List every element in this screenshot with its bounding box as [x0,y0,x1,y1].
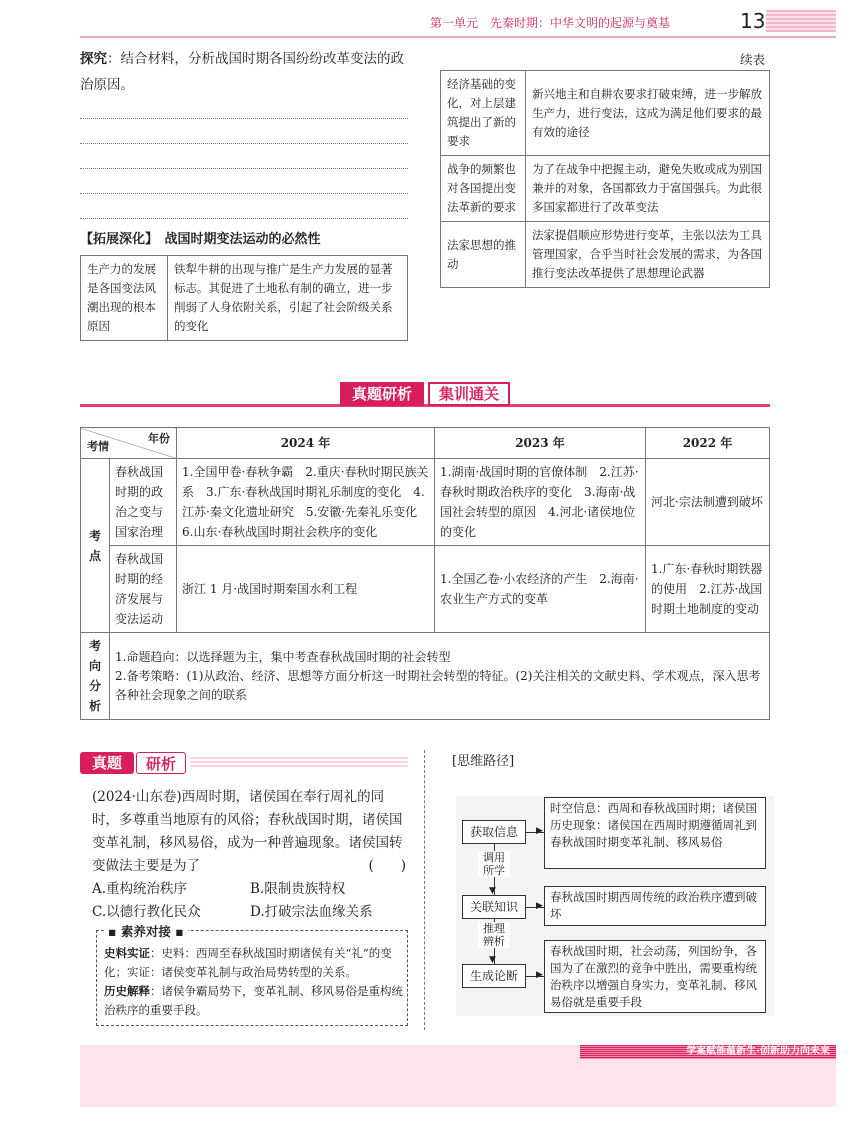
footer-slogan: 学案赋能蕴新生·创新助力向未来 [686,1046,830,1057]
option-a: A.重构统治秩序 [92,881,188,897]
step-box-conclude: 生成论断 [462,964,526,988]
answer-line [80,168,408,169]
table-cell: 浙江 1 月·战国时期秦国水利工程 [177,546,435,633]
year-header: 2023 年 [435,428,646,459]
question-badge: 真题 [80,752,134,774]
option-d: D.打破宗法血缘关系 [250,904,373,920]
table-row [441,222,770,288]
table-cell: 经济基础的变化，对上层建筑提出了新的要求 [441,71,526,156]
table-cell: 战争的频繁也对各国提出变法革新的要求 [441,156,526,222]
table-row [81,633,770,720]
evidence-line [104,944,404,982]
year-header: 2022 年 [646,428,770,459]
table-cell: 为了在战争中把握主动，避免失败或成为别国兼并的对象，各国都致力于富国强兵。为此很多国家都进行了改革变法 [526,156,770,222]
option-c: C.以德行教化民众 [92,904,201,920]
evidence-text: ：史料：西周至春秋战国时期诸侯有关“礼”的变化；实证：诸侯变革礼制与政治局势转型的关系。 [104,946,392,979]
section-banner-left: 真题研析 [340,382,424,406]
table-cell: 河北·宗法制遭到破坏 [646,459,770,546]
table-cell: 铁犁牛耕的出现与推广是生产力发展的显著标志。其促进了土地私有制的确立，进一步削弱了人身依附关系，引起了社会阶级关系的变化 [168,256,408,341]
table-cell: 法家思想的推动 [441,222,526,288]
arrow-down-icon: ▼ [489,886,496,896]
analysis-label: 考向分析 [81,633,110,720]
exam-analysis-table [80,427,770,720]
column-divider [424,750,425,1030]
extension-table [80,255,408,341]
corner-topic-label: 考情 [87,440,109,453]
analysis-cell [110,633,770,720]
arrow-label: 推理辨析 [478,922,510,948]
side-label: 考点 [81,459,110,633]
arrow-right-icon: ▶ [536,901,543,911]
table-row [81,546,770,633]
question-stem [92,786,410,878]
analysis-line: 1.命题趋向：以选择题为主，集中考查春秋战国时期的社会转型 [115,649,451,664]
continued-label: 续表 [740,52,766,67]
arrow-right-icon: ▶ [536,970,543,980]
arrow-down-icon: ▼ [489,955,496,965]
evidence-label: 史料实证 [104,946,150,960]
question-block [92,786,410,924]
question-stripe [190,757,408,769]
table-row [441,156,770,222]
detail-box-relate: 春秋战国时期西周传统的政治秩序遭到破坏 [544,886,766,926]
literacy-text [104,944,404,1020]
question-stem-text: (2024·山东卷)西周时期，诸侯国在奉行周礼的同时，多尊重当地原有的风俗；春秋战国时期，诸侯国变革礼制，移风易俗，成为一种普遍现象。诸侯国转变做法主要是为了 [92,789,403,874]
literacy-title: ▪ 素养对接 ▪ [104,922,188,940]
running-header: 第一单元 先秦时期：中华文明的起源与奠基 [430,16,671,30]
header-decoration [766,10,836,32]
topic-cell: 春秋战国时期的经济发展与变法运动 [110,546,177,633]
arrow-right-icon: ▶ [536,826,543,836]
interpretation-line [104,982,404,1020]
table-cell: 1.湖南·战国时期的官僚体制 2.江苏·春秋时期政治秩序的变化 3.海南·战国社会转型的原因 4.河北·诸侯地位的变化 [435,459,646,546]
table-cell: 1.全国甲卷·春秋争霸 2.重庆·春秋时期民族关系 3.广东·春秋战国时期礼乐制度的变化 4.江苏·秦文化遗址研究 5.安徽·先秦礼乐变化 6.山东·春秋战国时期社会秩序的变化 [177,459,435,546]
page-number: 13 [740,9,766,33]
section-rule [80,404,770,407]
detail-box-conclude: 春秋战国时期，社会动荡，列国纷争，各国为了在激烈的竞争中胜出，需要重构统治秩序以增强自身实力，变革礼制、移风易俗就是重要手段 [544,940,766,1013]
analysis-line: 2.备考策略：(1)从政治、经济、思想等方面分析这一时期社会转型的特征。(2)关注相关的文献史料、学术观点，深入思考各种社会现象之间的联系 [115,668,761,702]
answer-line [80,143,408,144]
explore-body: ：结合材料，分析战国时期各国纷纷改革变法的政治原因。 [80,51,404,93]
question-badge-secondary: 研析 [136,752,186,774]
answer-line [80,118,408,119]
table-row [81,256,408,341]
thinking-path-title: [思维路径] [452,754,515,769]
interpretation-text: ：诸侯争霸局势下，变革礼制、移风易俗是重构统治秩序的重要手段。 [104,984,403,1017]
step-box-gather: 获取信息 [462,820,526,844]
section-banner-right: 集训通关 [428,382,510,406]
continued-table [440,70,770,288]
table-cell: 1.全国乙卷·小农经济的产生 2.海南·农业生产方式的变革 [435,546,646,633]
explore-question [80,46,410,98]
table-row [441,71,770,156]
interpretation-label: 历史解释 [104,984,150,998]
table-header-row [81,428,770,459]
header-rule [80,36,836,38]
table-row [81,459,770,546]
options-row [92,878,410,901]
literacy-title-text: 素养对接 [120,924,171,939]
extension-title: 【拓展深化】 战国时期变法运动的必然性 [80,232,321,247]
table-cell: 1.广东·春秋时期铁器的使用 2.江苏·战国时期土地制度的变动 [646,546,770,633]
table-cell: 法家提倡顺应形势进行变革，主张以法为工具管理国家，合乎当时社会发展的需求，为各国推行变法改革提供了思想理论武器 [526,222,770,288]
step-box-relate: 关联知识 [462,895,526,919]
corner-year-label: 年份 [148,432,170,445]
answer-line [80,193,408,194]
detail-box-gather: 时空信息：西周和春秋战国时期；诸侯国 历史现象：诸侯国在西周时期遵循周礼到春秋战国时期变革礼制、移风易俗 [544,797,766,869]
explore-label: 探究 [80,51,107,67]
topic-cell: 春秋战国时期的政治之变与国家治理 [110,459,177,546]
answer-line [80,218,408,219]
year-header: 2024 年 [177,428,435,459]
arrow-label: 调用所学 [478,851,510,877]
table-cell: 新兴地主和自耕农要求打破束缚，进一步解放生产力，进行变法，这成为满足他们要求的最有效的途径 [526,71,770,156]
answer-bracket: ( ) [368,858,406,874]
option-b: B.限制贵族特权 [250,881,346,897]
corner-cell [81,428,177,459]
table-cell: 生产力的发展是各国变法风潮出现的根本原因 [81,256,168,341]
options-row [92,901,410,924]
